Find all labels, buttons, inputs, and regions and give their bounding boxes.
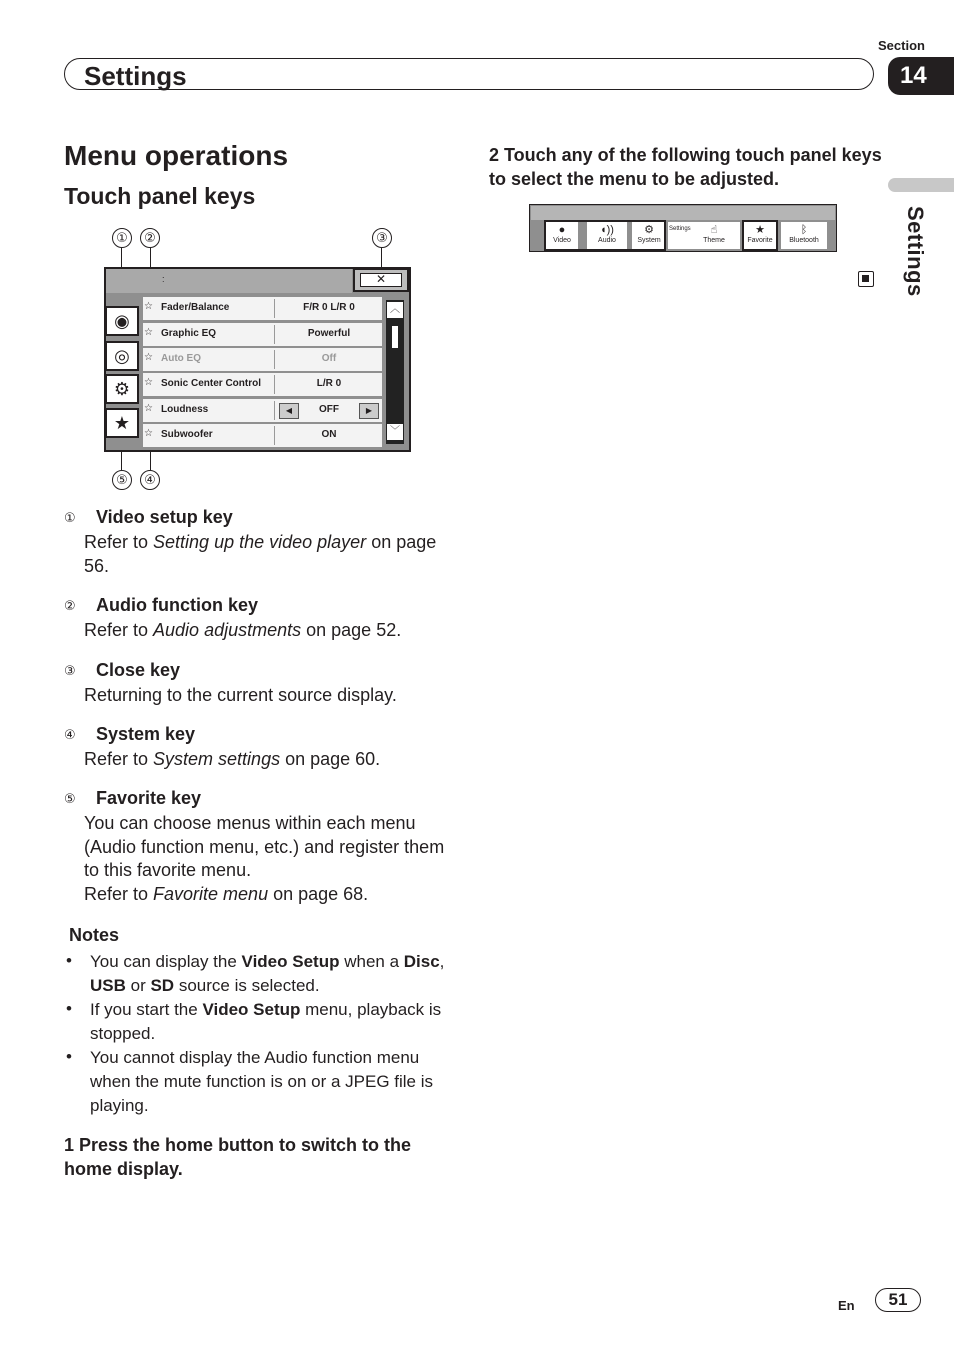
menu-row-auto-eq [143, 348, 382, 371]
item-1-body: Refer to Setting up the video player on page 56. [84, 532, 437, 576]
item-4-body: Refer to System settings on page 60. [84, 749, 381, 769]
item-3-body: Returning to the current source display. [84, 685, 397, 705]
step-1: 1 Press the home button to switch to the home display. [64, 1135, 412, 1179]
system-key[interactable] [105, 374, 139, 404]
screen-title-strip [106, 269, 352, 293]
close-key[interactable]: ✕ [360, 273, 402, 287]
chevron-down-icon: ﹀ [390, 426, 400, 437]
row-label: Fader/Balance [161, 302, 230, 313]
heading-menu-operations: Menu operations [64, 140, 289, 171]
row-value: L/R 0 [316, 378, 342, 389]
speaker-icon: ◖)) [600, 224, 614, 236]
favorite-key[interactable] [105, 408, 139, 438]
menu-row-sonic-center-control[interactable] [143, 373, 382, 396]
item-2-number: ② [64, 598, 76, 613]
settings-group-frame [544, 220, 666, 251]
bluetooth-icon: ᛒ [800, 224, 808, 236]
loudness-right-arrow[interactable]: ▶ [359, 403, 379, 419]
row-value: F/R 0 L/R 0 [303, 302, 355, 313]
callout-2: ② [140, 228, 160, 248]
menu-row-graphic-eq[interactable] [143, 323, 382, 346]
favorite-star-icon: ☆ [144, 327, 153, 338]
favorite-star-icon: ☆ [144, 301, 153, 312]
settings-label: Settings [669, 226, 691, 232]
favorite-star-icon: ☆ [144, 377, 153, 388]
section-label: Section [878, 38, 925, 53]
star-icon: ★ [755, 224, 765, 236]
menu-key-bluetooth[interactable]: ᛒ Bluetooth [781, 222, 827, 249]
note-1: You can display the Video Setup when a Disc, USB or SD source is selected. [90, 952, 445, 995]
menu-key-system[interactable]: ⚙ System [632, 222, 666, 249]
row-label: Graphic EQ [161, 328, 217, 339]
scroll-up-button[interactable] [386, 301, 404, 319]
row-value: Powerful [307, 328, 351, 339]
side-tab-bar [888, 178, 954, 192]
scroll-down-button[interactable] [386, 423, 404, 441]
item-1-title: Video setup key [96, 507, 233, 527]
row-divider [274, 325, 275, 344]
row-divider [274, 401, 275, 420]
side-square-icon [858, 271, 874, 287]
item-2-title: Audio function key [96, 595, 258, 615]
row-label: Subwoofer [161, 429, 213, 440]
page-number: 51 [875, 1288, 921, 1312]
scrollbar-thumb[interactable] [392, 326, 398, 348]
note-3: You cannot display the Audio function menu when the mute function is on or a JPEG file is playing. [90, 1048, 434, 1115]
step-2: 2 Touch any of the following touch panel keys to select the menu to be adjusted. [489, 145, 882, 189]
menu-row-subwoofer[interactable] [143, 424, 382, 447]
menu-key-audio[interactable]: ◖)) Audio [587, 222, 627, 249]
home-menu-strip [531, 206, 835, 220]
menu-row-loudness[interactable] [143, 399, 382, 422]
row-divider [274, 426, 275, 445]
favorite-star-icon: ☆ [144, 403, 153, 414]
menu-row-fader-balance[interactable] [143, 297, 382, 320]
item-5-body-ref: Refer to Favorite menu on page 68. [84, 883, 369, 904]
audio-disc-icon: ◎ [114, 346, 130, 366]
audio-function-key[interactable] [105, 341, 139, 371]
row-value: OFF [319, 404, 339, 415]
note-bullet: • [66, 999, 72, 1018]
menu-key-theme[interactable]: Settings ☝ Theme [668, 222, 740, 249]
note-bullet: • [66, 1047, 72, 1066]
item-4-title: System key [96, 724, 196, 744]
favorite-group-frame [742, 220, 778, 251]
item-5-title: Favorite key [96, 788, 202, 808]
callout-4: ④ [140, 470, 160, 490]
item-5-number: ⑤ [64, 791, 76, 806]
callout-5: ⑤ [112, 470, 132, 490]
video-setup-key[interactable] [105, 306, 139, 336]
menu-key-video[interactable]: ● Video [546, 222, 578, 249]
row-label: Sonic Center Control [161, 378, 262, 389]
row-divider [274, 375, 275, 394]
row-value: ON [321, 429, 337, 440]
item-5-body [84, 812, 454, 906]
item-3-title: Close key [96, 660, 181, 680]
item-3-number: ③ [64, 663, 76, 678]
disc-icon: ● [558, 224, 566, 236]
note-bullet: • [66, 951, 72, 970]
star-icon: ★ [113, 413, 131, 433]
section-number-badge: 14 [888, 57, 954, 95]
callout-3: ③ [372, 228, 392, 248]
side-tab-label: Settings [903, 206, 928, 297]
loudness-left-arrow[interactable]: ◀ [279, 403, 299, 419]
row-label: Loudness [161, 404, 209, 415]
menu-key-favorite[interactable]: ★ Favorite [744, 222, 776, 249]
note-2: If you start the Video Setup menu, playback is stopped. [90, 1000, 442, 1043]
row-divider [274, 350, 275, 369]
row-value: Off [321, 353, 337, 364]
item-1-number: ① [64, 510, 76, 525]
chevron-up-icon: ︿ [390, 304, 400, 315]
gear-icon: ⚙ [644, 224, 654, 236]
language-label: En [838, 1298, 855, 1313]
screen-title-colon: : [162, 274, 165, 284]
page-title: Settings [84, 61, 187, 91]
row-label: Auto EQ [161, 353, 201, 364]
favorite-star-icon: ☆ [144, 352, 153, 363]
hand-icon: ☝ [710, 224, 718, 236]
item-4-number: ④ [64, 727, 76, 742]
item-5-body-text: You can choose menus within each menu (Audio function menu, etc.) and register them to this favorite menu. [84, 813, 445, 880]
gear-icon: ⚙ [113, 379, 131, 399]
callout-1: ① [112, 228, 132, 248]
disc-icon: ◉ [114, 311, 130, 331]
row-divider [274, 299, 275, 318]
notes-heading: Notes [69, 925, 120, 945]
favorite-star-icon: ☆ [144, 428, 153, 439]
item-2-body: Refer to Audio adjustments on page 52. [84, 620, 402, 640]
subheading-touch-panel-keys: Touch panel keys [64, 183, 256, 209]
